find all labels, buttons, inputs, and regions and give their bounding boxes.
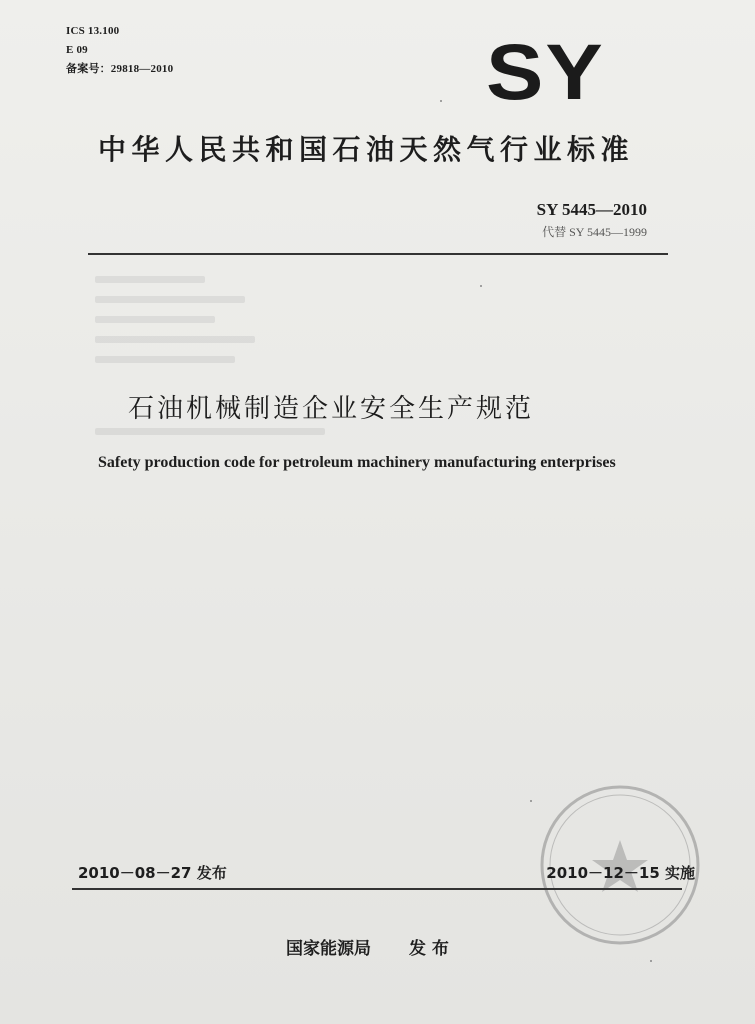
show-through-line xyxy=(95,356,235,363)
show-through-line xyxy=(95,296,245,303)
show-through-line xyxy=(95,336,255,343)
scan-speck xyxy=(440,100,442,102)
bottom-divider xyxy=(72,888,682,890)
replaces-note: 代替 SY 5445—1999 xyxy=(542,225,647,239)
top-divider xyxy=(88,253,668,255)
show-through-line xyxy=(95,428,325,435)
scan-speck xyxy=(530,800,532,802)
document-title-en: Safety production code for petroleum machinery manufacturing enterprises xyxy=(98,454,616,471)
issuer-name: 国家能源局 xyxy=(286,939,371,959)
classification-block xyxy=(66,22,173,79)
sy-logo: SY xyxy=(486,28,605,117)
scan-speck xyxy=(480,285,482,287)
document-title-cn: 石油机械制造企业安全生产规范 xyxy=(128,394,535,424)
standard-code-block xyxy=(537,200,647,240)
show-through-line xyxy=(95,316,215,323)
publish-date: 2010－08－27 发布 xyxy=(78,864,227,882)
implement-date: 2010－12－15 实施 xyxy=(546,864,695,882)
ics-code: ICS 13.100 xyxy=(66,25,120,37)
standard-name: 中华人民共和国石油天然气行业标准 xyxy=(98,133,635,166)
show-through-line xyxy=(95,276,205,283)
issuer-action: 发 布 xyxy=(409,939,449,959)
scan-speck xyxy=(650,960,652,962)
standard-number: SY 5445—2010 xyxy=(536,200,647,219)
issuer-line xyxy=(286,934,449,959)
record-number: 备案号：29818—2010 xyxy=(66,63,174,75)
class-code: E 09 xyxy=(66,44,88,56)
